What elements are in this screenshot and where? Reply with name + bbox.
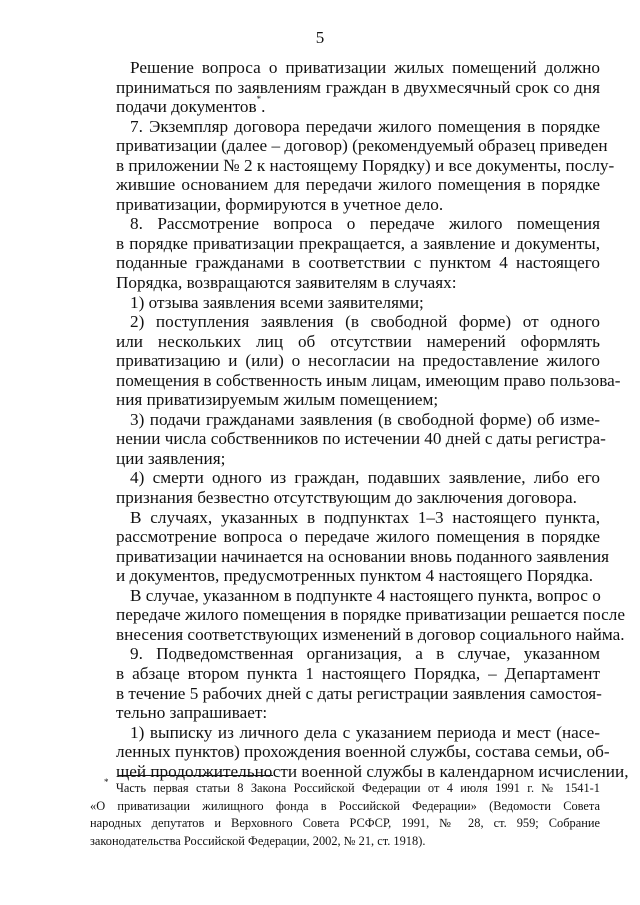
text-run: помещения в собственность иным лицам, имеющим право пользова- <box>116 370 621 390</box>
text-line <box>116 429 606 449</box>
footnote-line <box>90 777 600 798</box>
text-line <box>116 195 600 215</box>
text-line <box>116 351 600 371</box>
text-line <box>116 390 600 410</box>
text-run: в порядке приватизации прекращается, а заявление и документы, <box>116 233 600 253</box>
text-run: подачи документов <box>116 97 257 117</box>
text-line <box>116 253 600 273</box>
text-run: В случаях, указанных в подпунктах 1–3 настоящего пункта, <box>130 507 600 527</box>
text-run: поданные гражданами в соответствии с пунктом 4 настоящего <box>116 253 600 273</box>
text-line <box>116 293 600 313</box>
text-run: в течение 5 рабочих дней с даты регистрации заявления самостоя- <box>116 683 602 703</box>
text-run: рассмотрение вопроса о передаче жилого помещения в порядке <box>116 527 600 547</box>
text-line <box>116 410 600 430</box>
footnote-line <box>90 833 600 851</box>
text-line <box>116 94 600 117</box>
text-line <box>116 723 600 743</box>
text-line <box>116 449 600 469</box>
text-run: народных депутатов и Верховного Совета РСФСР, 1991, № 28, ст. 959; Собрание <box>90 816 600 831</box>
text-line <box>116 605 625 625</box>
text-line <box>116 214 600 234</box>
text-line <box>116 117 600 137</box>
text-run: признания безвестно отсутствующим до заключения договора. <box>116 488 577 508</box>
text-line <box>116 58 600 78</box>
text-run: ленных пунктов) прохождения военной службы, состава семьи, об- <box>116 742 610 762</box>
text-line <box>116 566 600 586</box>
text-run: приниматься по заявлениям граждан в двухмесячный срок со дня <box>116 77 600 97</box>
text-run: 1) выписку из личного дела с указанием периода и мест (насе- <box>130 722 600 742</box>
text-run: тельно запрашивает: <box>116 703 268 723</box>
text-run: 1) отзыва заявления всеми заявителями; <box>130 292 424 312</box>
text-run: ции заявления; <box>116 448 226 468</box>
text-run: щей продолжительности военной службы в календарном исчислении, <box>116 761 629 781</box>
text-line <box>116 508 600 528</box>
text-run: в абзаце втором пункта 1 настоящего Порядка, – Департамент <box>116 663 600 683</box>
text-line <box>116 155 615 176</box>
text-line <box>116 234 600 254</box>
text-run: ния приватизируемым жилым помещением; <box>116 390 439 410</box>
text-line <box>116 586 600 606</box>
text-run: в приложении № 2 к настоящему Порядку) и все документы, послу- <box>116 155 615 175</box>
text-line <box>116 312 600 332</box>
text-line <box>116 332 600 352</box>
footnote-line <box>90 815 600 833</box>
text-run: «О приватизации жилищного фонда в Российской Федерации» (Ведомости Совета <box>90 798 600 813</box>
text-run: Порядка, возвращаются заявителям в случаях: <box>116 273 457 293</box>
footnote-divider <box>118 775 273 776</box>
text-line <box>116 742 610 762</box>
text-run: или нескольких лиц об отсутствии намерений оформлять <box>116 331 600 351</box>
text-run: приватизации, формируются в учетное дело. <box>116 194 444 214</box>
text-run: 7. Экземпляр договора передачи жилого помещения в порядке <box>130 116 600 136</box>
text-line <box>116 644 600 664</box>
text-line <box>116 761 629 782</box>
text-run: приватизации начинается на основании вновь поданного заявления <box>116 546 610 566</box>
footnote <box>90 777 600 850</box>
text-line <box>116 175 600 195</box>
text-line <box>116 624 625 645</box>
text-line <box>116 664 600 684</box>
footnote-reference: * <box>256 94 262 105</box>
text-run: приватизации (далее – договор) (рекомендуемый образец приведен <box>116 136 608 156</box>
text-run: нении числа собственников по истечении 40 дней с даты регистра- <box>116 429 606 449</box>
text-line <box>116 684 600 704</box>
text-line <box>116 78 600 98</box>
text-run: 8. Рассмотрение вопроса о передаче жилого помещения <box>130 214 600 234</box>
text-run: 4) смерти одного из граждан, подавших заявление, либо его <box>130 468 600 488</box>
text-line <box>116 546 610 567</box>
text-run: Часть первая статьи 8 Закона Российской Федерации от 4 июля 1991 г. № 1541-1 <box>115 781 600 795</box>
text-line <box>116 273 600 293</box>
text-run: внесения соответствующих изменений в договор социального найма. <box>116 624 625 644</box>
page-number: 5 <box>315 28 325 47</box>
text-run: передаче жилого помещения в порядке приватизации решается после <box>116 605 625 625</box>
text-run: 3) подачи гражданами заявления (в свободной форме) об изме- <box>130 409 600 429</box>
text-run: В случае, указанном в подпункте 4 настоящего пункта, вопрос о <box>130 585 601 605</box>
text-line <box>116 488 600 508</box>
text-run: . <box>261 97 266 117</box>
footnote-line <box>90 798 600 816</box>
text-line <box>116 136 608 156</box>
text-line <box>116 527 600 547</box>
footnote-marker: * <box>104 777 109 787</box>
body-text <box>116 58 629 781</box>
text-run: законодательства Российской Федерации, 2002, № 21, ст. 1918). <box>90 833 426 848</box>
text-run: 2) поступления заявления (в свободной форме) от одного <box>130 312 600 332</box>
text-line <box>116 468 600 488</box>
text-run: жившие основанием для передачи жилого помещения в порядке <box>116 175 600 195</box>
text-line <box>116 370 621 391</box>
text-line <box>116 703 600 723</box>
text-run: приватизацию и (или) о несогласии на предоставление жилого <box>116 351 600 371</box>
text-run: Решение вопроса о приватизации жилых помещений должно <box>130 58 600 77</box>
text-run: 9. Подведомственная организация, а в случае, указанном <box>130 644 600 664</box>
text-run: и документов, предусмотренных пунктом 4 настоящего Порядка. <box>116 566 594 586</box>
